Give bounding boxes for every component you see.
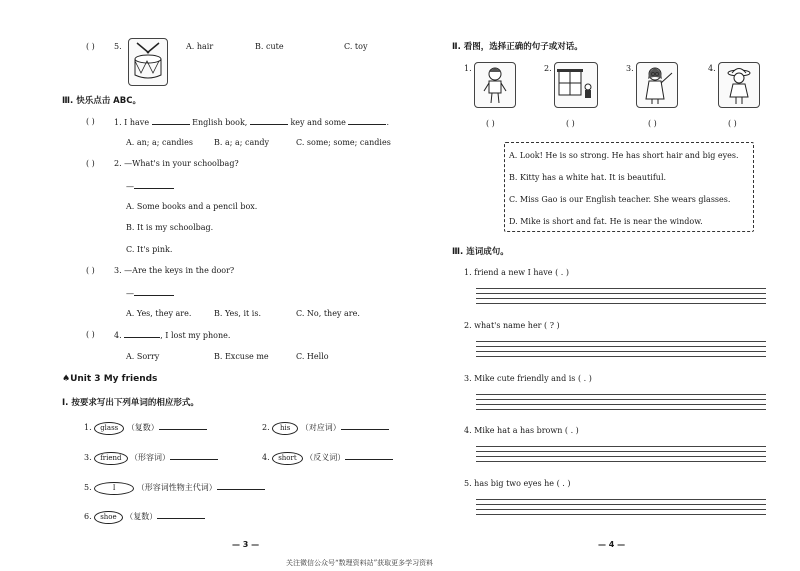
sentence-prompt: 4. Mike hat a has brown ( . ) [464,426,579,435]
window-picture [554,62,598,108]
s3q2-text: 2. —What's in your schoolbag? [114,159,239,168]
teacher-icon [637,63,677,107]
word-answer-blank[interactable] [217,482,265,490]
section-2-title: Ⅱ. 看图，选择正确的句子或对话。 [452,42,583,52]
s3q2-dash: — [126,182,134,191]
girl-with-hat-icon [719,63,759,107]
teacher-picture [636,62,678,108]
word-oval: glass [94,422,124,435]
q5-paren[interactable]: ( ) [86,42,95,51]
boy-icon [475,63,515,107]
word-answer-blank[interactable] [159,422,207,430]
s3q3-option-a[interactable]: A. Yes, they are. [126,309,192,318]
s3q4-paren[interactable]: ( ) [86,330,95,339]
s3q3-option-c[interactable]: C. No, they are. [296,309,360,318]
word-oval: shoe [94,511,122,524]
option-d: D. Mike is short and fat. He is near the window. [509,217,703,226]
option-c: C. Miss Gao is our English teacher. She wears glasses. [509,195,731,204]
s3q1-text [114,117,389,127]
s3q1-paren[interactable]: ( ) [86,117,95,126]
option-a: A. Look! He is so strong. He has short hair and big eyes. [509,151,739,160]
s3q1-blank-3[interactable] [348,117,386,125]
word-item-number: 4. [262,453,270,462]
s3q1-blank-2[interactable] [250,117,288,125]
word-item [84,482,265,495]
answer-lines[interactable] [476,341,766,357]
section-3-title-left: Ⅲ. 快乐点击 ABC。 [62,96,141,106]
s3q4-option-a[interactable]: A. Sorry [126,352,160,361]
pic-answer-paren[interactable]: ( ) [486,119,495,128]
s3q3-paren[interactable]: ( ) [86,266,95,275]
drum-icon [129,39,167,85]
s3q2-option-a[interactable]: A. Some books and a pencil box. [126,202,258,211]
word-note: （形容词性物主代词） [136,483,217,492]
option-b: B. Kitty has a white hat. It is beautiful. [509,173,667,182]
answer-lines[interactable] [476,288,766,304]
word-note: （复数） [125,512,158,521]
word-oval: short [272,452,302,465]
pic-number: 4. [708,64,716,73]
s3q4-option-b[interactable]: B. Excuse me [214,352,269,361]
word-oval: his [272,422,298,435]
sentence-prompt: 3. Mike cute friendly and is ( . ) [464,374,592,383]
s3q4-blank[interactable] [124,330,160,338]
s3q1-text-b: English book, [192,118,248,127]
pic-answer-paren[interactable]: ( ) [648,119,657,128]
s3q2-paren[interactable]: ( ) [86,159,95,168]
section-3-title-right: Ⅲ. 连词成句。 [452,247,509,257]
s3q1-option-b[interactable]: B. a; a; candy [214,138,270,147]
pic-number: 1. [464,64,472,73]
q5-option-a[interactable]: A. hair [186,42,214,51]
s3q1-blank-1[interactable] [152,117,190,125]
page-number-left: — 3 — [232,540,260,549]
s3q4-text [114,330,230,340]
word-answer-blank[interactable] [170,452,218,460]
word-item [84,511,205,524]
s3q2-option-c[interactable]: C. It's pink. [126,245,173,254]
word-oval: friend [94,452,127,465]
word-note: （对应词） [300,423,341,432]
s3q4-text-rest: , I lost my phone. [160,331,231,340]
s3q3-option-b[interactable]: B. Yes, it is. [214,309,261,318]
word-item-number: 1. [84,423,92,432]
sentence-prompt: 2. what's name her ( ? ) [464,321,560,330]
word-item [84,422,207,435]
drum-picture [128,38,168,86]
pic-number: 2. [544,64,552,73]
word-answer-blank[interactable] [157,511,205,519]
s3q4-number: 4. [114,331,122,340]
q5-number: 5. [114,42,122,51]
word-item-number: 2. [262,423,270,432]
q5-option-b[interactable]: B. cute [255,42,284,51]
s3q3-blank[interactable] [134,288,174,296]
word-answer-blank[interactable] [345,452,393,460]
answer-lines[interactable] [476,499,766,515]
s3q2-answer-line[interactable] [126,181,174,191]
s3q4-option-c[interactable]: C. Hello [296,352,329,361]
q5-option-c[interactable]: C. toy [344,42,368,51]
word-item-number: 5. [84,483,92,492]
word-answer-blank[interactable] [341,422,389,430]
answer-lines[interactable] [476,446,766,462]
sentence-prompt: 5. has big two eyes he ( . ) [464,479,571,488]
word-item-number: 6. [84,512,92,521]
pic-answer-paren[interactable]: ( ) [728,119,737,128]
pic-number: 3. [626,64,634,73]
word-oval: I [94,482,134,495]
word-note: （复数） [126,423,159,432]
sentence-prompt: 1. friend a new I have ( . ) [464,268,569,277]
s3q3-answer-line[interactable] [126,288,174,298]
word-item [262,452,393,465]
section-1-title: Ⅰ. 按要求写出下列单词的相应形式。 [62,398,199,408]
s3q1-option-a[interactable]: A. an; a; candies [126,138,193,147]
s3q3-dash: — [126,289,134,298]
s3q1-text-c: key and some [290,118,346,127]
s3q2-option-b[interactable]: B. It is my schoolbag. [126,223,214,232]
page-number-right: — 4 — [598,540,626,549]
word-item-number: 3. [84,453,92,462]
word-note: （反义词） [305,453,346,462]
word-item [84,452,218,465]
s3q1-option-c[interactable]: C. some; some; candies [296,138,391,147]
unit-title: ♠Unit 3 My friends [62,374,158,384]
word-note: （形容词） [130,453,171,462]
word-item [262,422,389,435]
answer-lines[interactable] [476,394,766,410]
s3q3-text: 3. —Are the keys in the door? [114,266,235,275]
s3q2-blank[interactable] [134,181,174,189]
kitty-picture [718,62,760,108]
footer-note: 关注微信公众号“数理资料站”获取更多学习资料 [286,559,434,567]
pic-answer-paren[interactable]: ( ) [566,119,575,128]
window-icon [555,63,597,107]
boy-picture [474,62,516,108]
s3q1-end: . [386,118,390,127]
s3q1-text-a: 1. I have [114,118,150,127]
